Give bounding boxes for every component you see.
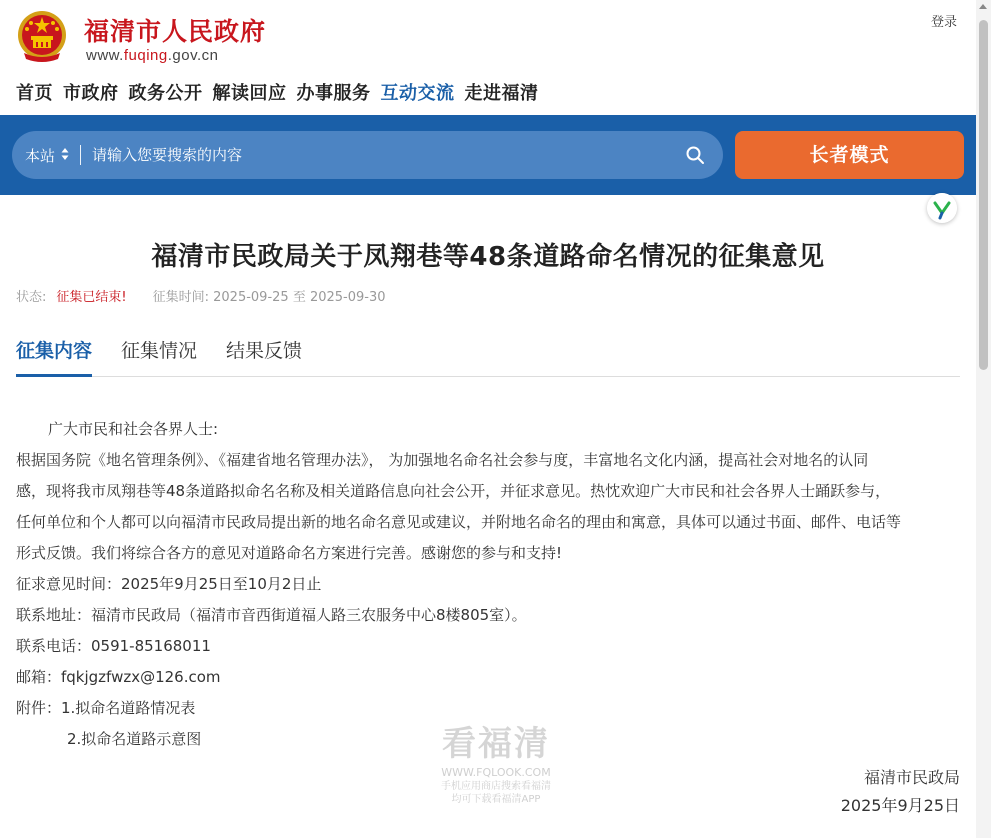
content-tabs (16, 336, 960, 377)
signature-block (841, 764, 960, 820)
nav-item-interpretation[interactable]: 解读回应 (212, 83, 287, 104)
solicitation-period: 征求意见时间：2025年9月25日至10月2日止 (16, 575, 322, 593)
vertical-scrollbar[interactable] (976, 0, 991, 838)
search-icon[interactable] (685, 145, 705, 165)
article-body (16, 414, 966, 755)
period-value: 2025-09-25 至 2025-09-30 (213, 290, 386, 305)
scroll-thumb[interactable] (979, 20, 988, 370)
nav-item-services[interactable]: 办事服务 (296, 83, 371, 104)
watermark-line-1: 手机应用商店搜索看福清 (441, 781, 551, 792)
accessibility-badge-icon[interactable] (927, 193, 957, 223)
nav-item-affairs-open[interactable]: 政务公开 (128, 83, 203, 104)
signature-org: 福清市民政局 (863, 768, 960, 787)
body-line: 感，现将我市凤翔巷等48条道路拟命名名称及相关道路信息向社会公开，并征求意见。热忱欢迎广大市民和社会各界人士踊跃参与， (16, 482, 891, 500)
search-box (12, 131, 723, 179)
national-emblem-icon[interactable] (16, 9, 68, 65)
status-badge: 征集已结束! (56, 290, 127, 305)
body-line: 任何单位和个人都可以向福清市民政局提出新的地名命名意见或建议，并附地名命名的理由和寓意，具体可以通过书面、邮件、电话等 (16, 513, 902, 531)
tab-solicitation-content[interactable]: 征集内容 (16, 336, 92, 377)
nav-item-interaction[interactable]: 互动交流 (380, 83, 455, 104)
tab-result-feedback[interactable]: 结果反馈 (226, 340, 303, 362)
nav-item-government[interactable]: 市政府 (63, 83, 119, 104)
attachment-link-1[interactable]: 附件：1.拟命名道路情况表 (16, 699, 196, 717)
period-label: 征集时间: (152, 290, 209, 305)
elder-mode-button[interactable]: 长者模式 (735, 131, 964, 179)
status-label: 状态: (16, 290, 47, 305)
updown-arrow-icon[interactable] (61, 147, 69, 161)
scope-divider (80, 145, 81, 165)
article-title: 福清市民政局关于凤翔巷等48条道路命名情况的征集意见 (151, 242, 825, 272)
contact-address: 联系地址：福清市民政局（福清市音西街道福人路三农服务中心8楼805室）。 (16, 606, 527, 624)
body-line: 根据国务院《地名管理条例》、《福建省地名管理办法》， 为加强地名命名社会参与度，丰富地名文化内涵，提高社会对地名的认同 (16, 451, 869, 469)
search-input[interactable] (92, 141, 672, 169)
watermark-url: WWW.FQLOOK.COM (441, 766, 551, 779)
contact-email: 邮箱：fqkjgzfwzx@126.com (16, 668, 221, 686)
search-band (0, 115, 976, 195)
watermark-brand: 看福清 (442, 724, 550, 764)
contact-phone: 联系电话：0591-85168011 (16, 637, 211, 655)
attachment-link-2[interactable]: 2.拟命名道路示意图 (67, 730, 202, 748)
article-meta (16, 286, 386, 305)
domain-suffix: .gov.cn (167, 47, 219, 64)
search-scope-select[interactable]: 本站 (25, 147, 56, 165)
nav-item-about-fuqing[interactable]: 走进福清 (464, 83, 539, 104)
site-domain (86, 47, 218, 64)
login-link[interactable]: 登录 (931, 15, 958, 30)
tab-solicitation-status[interactable]: 征集情况 (121, 340, 198, 362)
site-title[interactable]: 福清市人民政府 (84, 17, 267, 46)
domain-brand: fuqing (123, 47, 168, 64)
main-nav (16, 79, 549, 105)
signature-date: 2025年9月25日 (840, 796, 960, 815)
nav-item-home[interactable]: 首页 (16, 83, 53, 104)
site-header (0, 0, 976, 110)
greeting: 广大市民和社会各界人士: (48, 420, 219, 438)
body-line: 形式反馈。我们将综合各方的意见对道路命名方案进行完善。感谢您的参与和支持! (16, 544, 563, 562)
watermark-line-2: 均可下载看福清APP (451, 794, 541, 805)
scroll-up-arrow-icon[interactable] (979, 4, 987, 9)
domain-prefix: www. (86, 47, 124, 64)
